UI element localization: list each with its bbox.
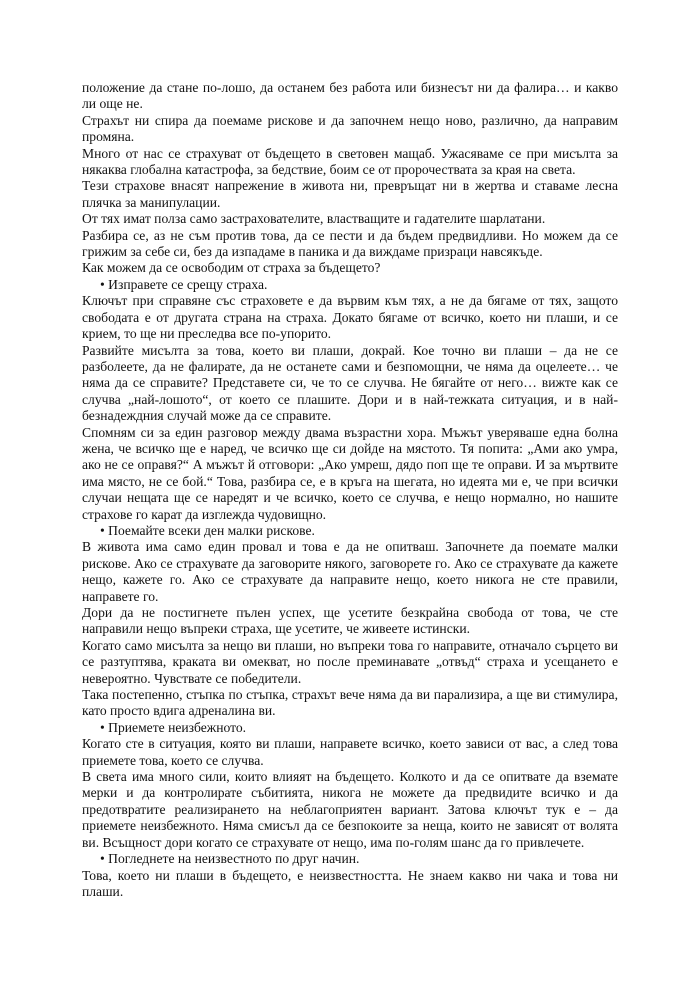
paragraph: Развийте мисълта за това, което ви плаши, докрай. Кое точно ви плаши – да не се разболеете, да не фалирате, да не останете сами и безпомощни, че няма да оцелеете… че няма да се справите? Представете си, че то се случва. Не бягайте от него… вижте как се случва „най-лошото“, от което се плашите. Дори и в най-тежката ситуация, и в най-безнадеждния случай може да се справите. [82, 342, 618, 424]
paragraph: Така постепенно, стъпка по стъпка, страхът вече няма да ви парализира, а ще ви стимулира, като просто вдига адреналина ви. [82, 687, 618, 719]
paragraph: Разбира се, аз не съм против това, да се пести и да бъдем предвидливи. Но можем да се грижим за себе си, без да изпадаме в паника и да виждаме призраци навсякъде. [82, 227, 618, 260]
paragraph: Ключът при справяне със страховете е да вървим към тях, а не да бягаме от тях, защото свободата е от другата страна на страха. Докато бягаме от всичко, което ни плаши, и се крием, то ще ни преследва все по-упорито. [82, 293, 618, 342]
paragraph: Когато сте в ситуация, която ви плаши, направете всичко, което зависи от вас, а след това приемете това, което се случва. [82, 736, 618, 768]
paragraph: Много от нас се страхуват от бъдещето в световен мащаб. Ужасяваме се при мисълта за някаква глобална катастрофа, за бедствие, боим се от пророчествата за края на света. [82, 145, 618, 178]
bullet-heading: • Поемайте всеки ден малки рискове. [100, 522, 315, 538]
paragraph: Когато само мисълта за нещо ви плаши, но въпреки това го направите, отначало сърцето ви се разтуптява, краката ви омекват, но после преминавате „отвъд“ страха и усещането е невероятно. Чувствате се победители. [82, 637, 618, 686]
paragraph: Страхът ни спира да поемаме рискове и да започнем нещо ново, различно, да направим промяна. [82, 112, 618, 145]
document-page [82, 80, 618, 900]
bullet-heading: • Приемете неизбежното. [100, 719, 247, 735]
bullet-heading: • Изправете се срещу страха. [100, 276, 268, 292]
section-question: Как можем да се освободим от страха за бъдещето? [82, 260, 381, 276]
paragraph: От тях имат полза само застрахователите, властващите и гадателите шарлатани. [82, 211, 546, 227]
paragraph: Тези страхове внасят напрежение в живота ни, превръщат ни в жертва и ставаме лесна плячка за манипулации. [82, 178, 618, 210]
paragraph: Спомням си за един разговор между двама възрастни хора. Мъжът уверяваше една болна жена, че всичко ще е наред, че всичко ще си дойде на мястото. Тя попита: „Ами ако умра, ако не се оправя?“ А мъжът й отговори: „Ако умреш, дядо поп ще те оправи. И за мъртвите има място, не се бой.“ Това, разбира се, е в кръга на шегата, но идеята ми е, че при всички случаи нещата ще се наредят и че всичко, което се случва, е нещо нормално, но нашите страхове го карат да изглежда чудовищно. [82, 424, 618, 522]
paragraph: Дори да не постигнете пълен успех, ще усетите безкрайна свобода от това, че сте направили нещо въпреки страха, ще усетите, че живеете истински. [82, 605, 618, 637]
paragraph: положение да стане по-лошо, да останем без работа или бизнесът ни да фалира… и какво ли още не. [82, 80, 618, 112]
bullet-heading: • Погледнете на неизвестното по друг начин. [100, 851, 360, 867]
paragraph: В света има много сили, които влияят на бъдещето. Колкото и да се опитвате да вземате мерки и да контролирате събитията, никога не можете да предвидите всичко и да предотвратите реализирането на неблагоприятен вариант. Затова ключът тук е – да приемете неизбежното. Няма смисъл да се безпокоите за неща, които не зависят от волята ви. Всъщност дори когато се страхувате от нещо, има по-голям шанс да го привлечете. [82, 769, 618, 850]
paragraph: В живота има само един провал и това е да не опитваш. Започнете да поемате малки рискове. Ако се страхувате да заговорите някого, заговорете го. Ако се страхувате да кажете нещо, кажете го. Ако се страхувате да направите нещо, което никога не сте правили, направете го. [82, 539, 618, 604]
paragraph: Това, което ни плаши в бъдещето, е неизвестността. Не знаем какво ни чака и това ни плаши. [82, 867, 618, 899]
